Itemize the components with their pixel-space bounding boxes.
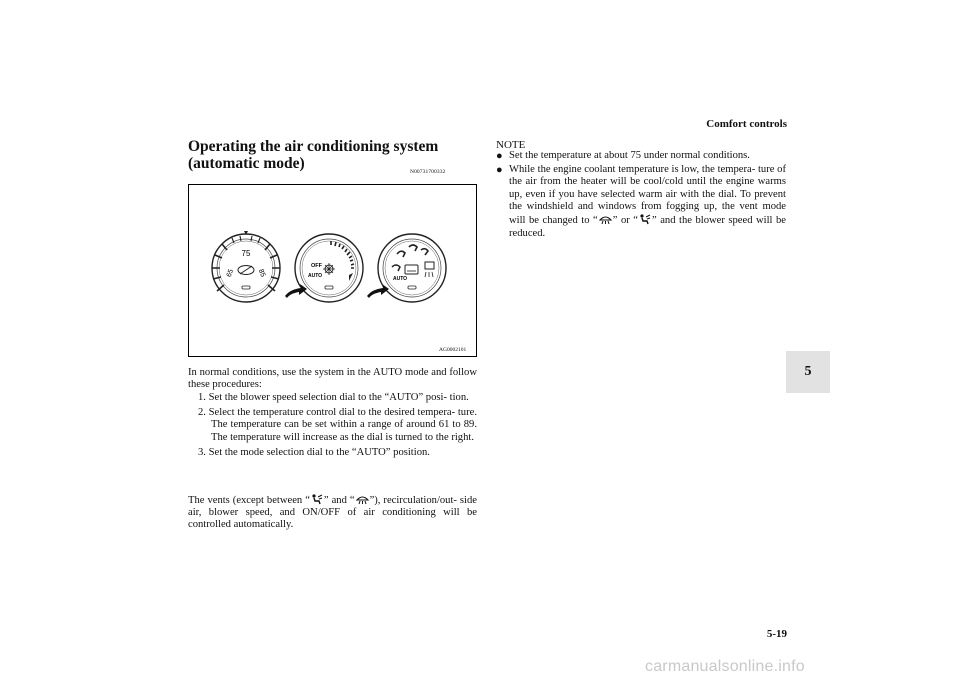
floor-defrost-mode-icon — [639, 214, 651, 225]
note-item: ● Set the temperature at about 75 under normal conditions. — [496, 150, 750, 162]
temp-mid-label: 75 — [241, 249, 251, 258]
note-item: ● While the engine coolant temperature is low, the tempera- ture of the air from the heater will be cool/cold until the engine warms up, even if you have selected warm air with the dial. To prevent the windshield and windows from fogging up, the vent mode will be changed to “ ” or “ ” and the blower speed will be reduced. — [496, 163, 786, 239]
defrost-mode-icon — [356, 494, 369, 505]
climate-control-illustration — [189, 185, 476, 356]
blower-dial-illustration — [295, 234, 363, 302]
climate-control-figure — [188, 184, 477, 357]
section-title: Operating the air conditioning system (automatic mode) — [188, 138, 439, 172]
outro-paragraph: The vents (except between “ ” and “ ”), recirculation/out- side air, blower speed, and ON/OFF of air conditioning will be controlled automatically. — [188, 495, 477, 531]
temp-low-label: 65 — [225, 268, 236, 279]
blower-off-label: OFF — [311, 263, 322, 269]
intro-paragraph: In normal conditions, use the system in the AUTO mode and follow these procedures: — [188, 367, 477, 391]
running-header: Comfort controls — [706, 118, 787, 130]
step-item: 1. Set the blower speed selection dial to the “AUTO” posi- tion. — [198, 392, 469, 403]
bullet-icon: ● — [496, 163, 503, 176]
defrost-mode-icon — [599, 214, 612, 225]
step-item: 2. Select the temperature control dial to the desired tempera- ture. The temperature can be set within a range of around 61 to 89. The temperature will increase as the dial is turned to the right. — [198, 407, 477, 443]
bullet-icon: ● — [496, 150, 503, 162]
blower-auto-label: AUTO — [308, 273, 323, 279]
chapter-tab: 5 — [786, 351, 830, 393]
figure-label: AG0002101 — [439, 347, 467, 353]
procedure-steps — [188, 392, 477, 462]
mode-auto-label: AUTO — [393, 276, 408, 282]
temperature-dial-illustration — [212, 231, 280, 302]
floor-defrost-mode-icon — [311, 494, 323, 505]
reference-code: N00731700332 — [410, 169, 446, 175]
step-item: 3. Set the mode selection dial to the “AUTO” position. — [198, 446, 430, 458]
note-list — [496, 150, 786, 241]
temp-high-label: 85 — [256, 268, 267, 279]
note-heading: NOTE — [496, 139, 526, 151]
watermark: carmanualsonline.info — [645, 658, 805, 675]
mode-dial-illustration — [378, 234, 446, 302]
page-number: 5-19 — [766, 628, 787, 640]
